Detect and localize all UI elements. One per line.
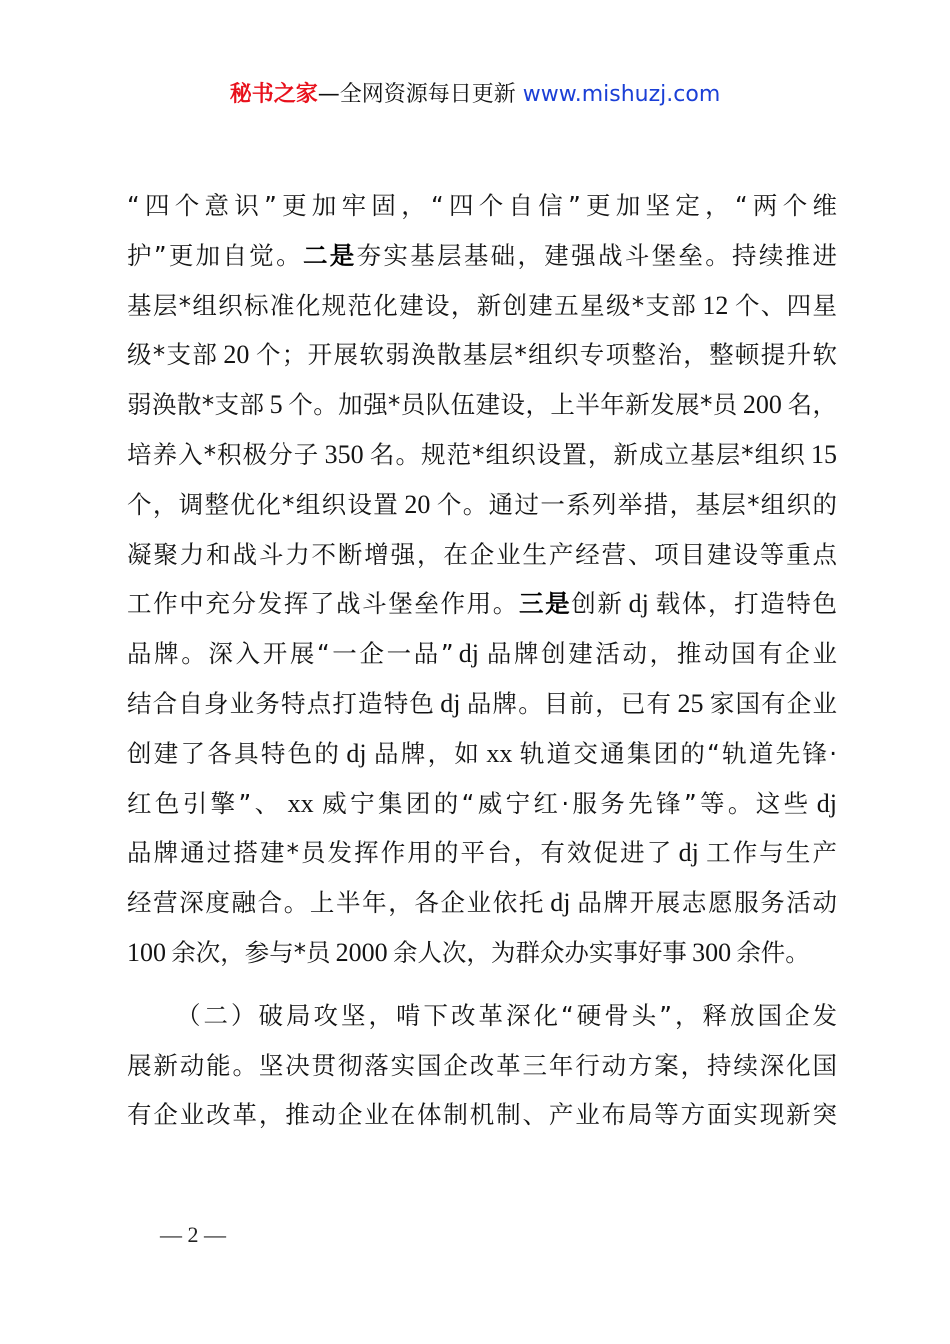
text-run: 创新 [571,589,624,619]
latin-run: dj [341,738,372,768]
text-run: 品牌创建活动，推动国有企业 [484,639,838,669]
latin-run: 15 [805,439,837,469]
text-run: 经营深度融合。上半年，各企业依托 [127,888,546,918]
text-run: 凝聚力和战斗力不断增强，在企业生产经营、项目建设等重点 [127,539,837,569]
text-run: 有企业改革，推动企业在体制机制、产业布局等方面实现新突 [127,1100,837,1130]
text-run: 名， [787,390,838,420]
latin-run: 25 [672,688,709,718]
text-run: 余件。 [736,937,810,967]
text-line [127,231,837,281]
site-brand[interactable]: 秘书之家 [229,82,318,107]
latin-run: dj [545,888,576,918]
text-run: 轨道交通集团的“轨道先锋· [517,738,838,768]
text-run: 夯实基层基础，建强战斗堡垒。持续推进 [356,240,838,270]
text-line [127,629,837,679]
latin-run: 20 [218,340,255,370]
text-run: 结合自身业务特点打造特色 [127,688,436,718]
text-run: 创建了各具特色的 [127,738,342,768]
text-run: 个。通过一系列举措，基层*组织的 [435,489,838,519]
text-line [127,579,837,629]
text-line [127,281,837,331]
text-run: “四个意识”更加牢固，“四个自信”更加坚定，“两个维 [127,191,837,220]
text-line [127,729,837,779]
text-run: 红色引擎”、 [127,788,283,818]
latin-run: dj [435,688,466,718]
text-run: 基层*组织标准化规范化建设，新创建五星级*支部 [127,290,698,320]
latin-run: 2000 [330,937,393,967]
text-line [127,828,837,878]
text-line [127,480,837,530]
text-run: 余人次，为群众办实事好事 [392,937,687,967]
text-line [127,779,837,829]
site-slogan: —全网资源每日更新 [317,82,516,107]
document-body [127,181,837,1140]
text-run: 级*支部 [127,340,219,370]
text-line [127,1041,837,1091]
text-line [127,380,837,430]
latin-run: 350 [319,439,369,469]
text-line [127,430,837,480]
latin-run: xx [282,788,319,818]
text-run: 余次，参与*员 [171,937,331,967]
latin-run: 20 [399,489,436,519]
text-run: 威宁集团的“威宁红·服务先锋”等。这些 [318,788,812,818]
text-line [127,530,837,580]
text-run: 个，调整优化*组织设置 [127,489,400,519]
text-run: 品牌开展志愿服务活动 [575,888,838,918]
latin-run: xx [481,738,518,768]
text-line [127,878,837,928]
text-run: （二）破局攻坚，啃下改革深化“硬骨头”，释放国企发 [176,1000,837,1030]
paragraph-2 [127,991,837,1140]
text-line [127,679,837,729]
latin-run: 300 [686,937,737,967]
text-run: 家国有企业 [708,688,838,718]
latin-run: dj [673,838,704,868]
text-run: 工作中充分发挥了战斗堡垒作用。 [127,589,519,619]
text-line [127,991,837,1041]
text-run: 培养入*积极分子 [127,439,320,469]
text-run: 弱涣散*支部 [127,390,265,420]
site-header [0,78,950,112]
bold-lead-term: 三是 [518,589,572,619]
site-url[interactable]: www.mishuzj.com [522,82,721,107]
latin-run: dj [453,639,485,669]
text-run: 工作与生产 [704,838,838,868]
text-run: 品牌。目前，已有 [465,688,673,718]
text-run: 品牌。深入开展“一企一品” [127,639,454,669]
text-run: 品牌通过搭建*员发挥作用的平台，有效促进了 [127,838,674,868]
latin-run: 200 [737,390,788,420]
latin-run: dj [811,788,837,818]
text-run: 载体，打造特色 [654,589,838,619]
paragraph-1 [127,181,837,978]
latin-run: dj [623,589,655,619]
text-line [127,1090,837,1140]
bold-lead-term: 二是 [302,240,357,270]
latin-run: 12 [697,290,734,320]
text-line [127,181,837,231]
latin-run: 5 [264,390,288,420]
latin-run: 100 [127,937,172,967]
text-run: 个。加强*员队伍建设，上半年新发展*员 [287,390,738,420]
page-number: — 2 — [160,1222,226,1247]
text-line [127,330,837,380]
text-run: 个、四星 [733,290,838,320]
text-run: 展新动能。坚决贯彻落实国企改革三年行动方案，持续深化国 [127,1050,837,1080]
text-run: 品牌，如 [371,738,482,768]
text-run: 个；开展软弱涣散基层*组织专项整治，整顿提升软 [254,340,838,370]
text-run: 名。规范*组织设置，新成立基层*组织 [368,439,806,469]
text-run: 护”更加自觉。 [127,240,303,270]
text-line [127,928,837,978]
